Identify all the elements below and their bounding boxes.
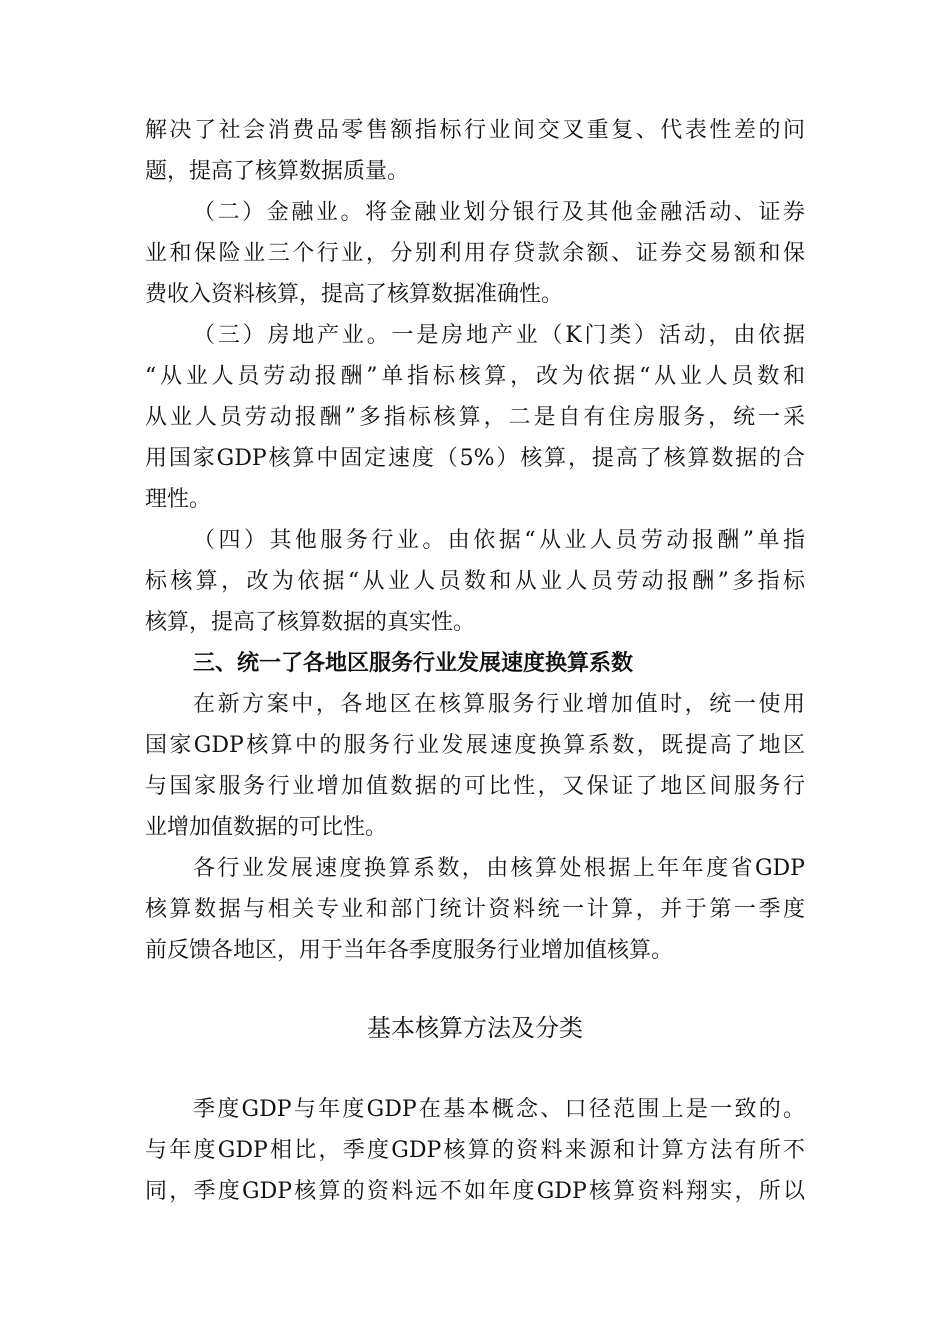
paragraph-finance xyxy=(145,192,805,315)
text-line: 用国家GDP核算中固定速度（5%）核算，提高了核算数据的合 xyxy=(145,446,805,471)
paragraph-quarterly-gdp xyxy=(145,1089,805,1212)
paragraph-coefficients xyxy=(145,848,805,971)
section-heading: 三、统一了各地区服务行业发展速度换算系数 xyxy=(193,651,634,676)
paragraph-real-estate xyxy=(145,315,805,520)
text-line: 各行业发展速度换算系数，由核算处根据上年年度省GDP xyxy=(193,856,805,881)
text-line: 标核算，改为依据“从业人员数和从业人员劳动报酬”多指标 xyxy=(145,569,805,594)
text-line: 核算数据与相关专业和部门统计资料统一计算，并于第一季度 xyxy=(145,897,805,922)
text-line: （二）金融业。将金融业划分银行及其他金融活动、证券 xyxy=(193,200,805,225)
text-line: 与年度GDP相比，季度GDP核算的资料来源和计算方法有所不 xyxy=(145,1138,805,1163)
text-line: “从业人员劳动报酬”单指标核算，改为依据“从业人员数和 xyxy=(145,364,805,389)
text-line: （四）其他服务行业。由依据“从业人员劳动报酬”单指 xyxy=(193,528,805,553)
paragraph-other-services xyxy=(145,520,805,643)
heading-three xyxy=(145,643,805,684)
text-line: 业增加值数据的可比性。 xyxy=(145,815,388,840)
paragraph-continuation xyxy=(145,110,805,192)
text-line: 前反馈各地区，用于当年各季度服务行业增加值核算。 xyxy=(145,938,674,963)
document-body xyxy=(145,110,805,1212)
text-line: （三）房地产业。一是房地产业（K门类）活动，由依据 xyxy=(193,323,805,348)
text-line: 核算，提高了核算数据的真实性。 xyxy=(145,610,476,635)
text-line: 从业人员劳动报酬”多指标核算，二是自有住房服务，统一采 xyxy=(145,405,805,430)
text-line: 理性。 xyxy=(145,487,212,512)
text-line: 季度GDP与年度GDP在基本概念、口径范围上是一致的。 xyxy=(193,1097,805,1122)
text-line: 题，提高了核算数据质量。 xyxy=(145,159,410,184)
text-line: 解决了社会消费品零售额指标行业间交叉重复、代表性差的问 xyxy=(145,118,805,143)
text-line: 费收入资料核算，提高了核算数据准确性。 xyxy=(145,282,564,307)
text-line: 国家GDP核算中的服务行业发展速度换算系数，既提高了地区 xyxy=(145,733,805,758)
text-line: 同，季度GDP核算的资料远不如年度GDP核算资料翔实，所以 xyxy=(145,1179,805,1204)
text-line: 在新方案中，各地区在核算服务行业增加值时，统一使用 xyxy=(193,692,805,717)
paragraph-new-plan xyxy=(145,684,805,848)
text-line: 业和保险业三个行业，分别利用存贷款余额、证券交易额和保 xyxy=(145,241,805,266)
section-title: 基本核算方法及分类 xyxy=(367,1014,583,1042)
text-line: 与国家服务行业增加值数据的可比性，又保证了地区间服务行 xyxy=(145,774,805,799)
